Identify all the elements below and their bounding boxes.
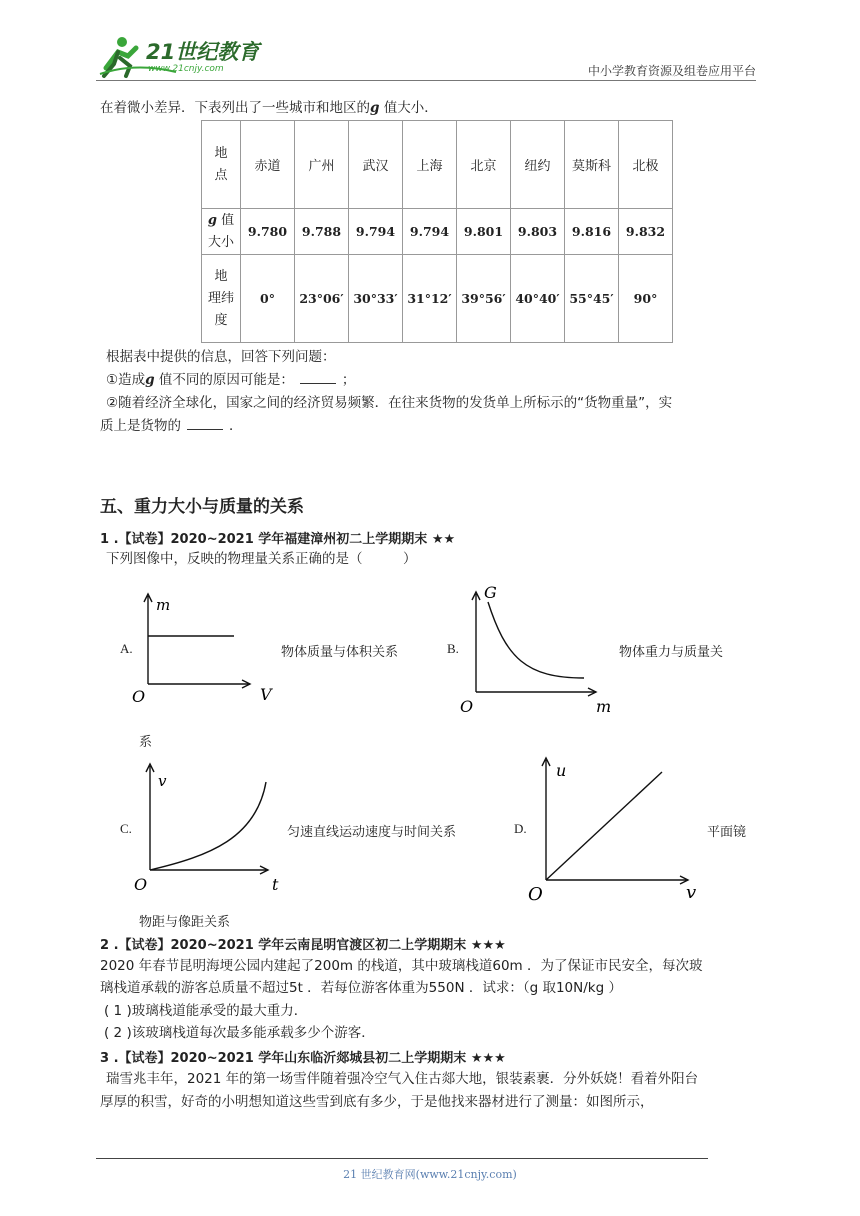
problem-3-title: 3 .【试卷】2020~2021 学年山东临沂郯城县初二上学期期末 ★★★ (100, 1051, 506, 1066)
y-axis-label: G (484, 583, 497, 602)
row-header-g: g 值 大小 (202, 209, 241, 255)
problem-1-question: 下列图像中，反映的物理量关系正确的是（ ） (106, 551, 417, 567)
intro-text-end: 值大小． (379, 100, 438, 116)
g-value-cell: 9.832 (619, 209, 673, 255)
option-b-label[interactable]: B. (447, 641, 459, 656)
intro-text: 在着微小差异．下表列出了一些城市和地区的 (100, 100, 370, 116)
graph-c (130, 758, 290, 898)
logo-title: 21世纪教育 (146, 40, 260, 64)
city-cell: 北京 (457, 121, 511, 209)
intro-line (100, 97, 438, 119)
g-value-cell: 9.794 (403, 209, 457, 255)
footer-divider (96, 1158, 708, 1159)
y-axis-label: u (556, 761, 567, 780)
question-2-line-2: 质上是货物的 ． (100, 415, 243, 437)
option-b-caption-continued: 系 (139, 735, 153, 750)
option-c-caption: 匀速直线运动速度与时间关系 (287, 825, 457, 840)
row-header-latitude: 地 理纬 度 (202, 255, 241, 343)
table-row-latitude (202, 255, 673, 343)
city-cell: 北极 (619, 121, 673, 209)
questions-intro: 根据表中提供的信息，回答下列问题： (106, 349, 336, 365)
y-axis-label: m (156, 596, 171, 614)
graph-a (128, 590, 276, 706)
problem-3-line-1: 瑞雪兆丰年，2021 年的第一场雪伴随着强冷空气入住古郯大地，银装素裹．分外妖娆！看着外阳台 (106, 1071, 699, 1087)
g-value-table (201, 120, 673, 343)
problem-2-title: 2 .【试卷】2020~2021 学年云南昆明官渡区初二上学期期末 ★★★ (100, 938, 506, 953)
option-d-caption-continued: 物距与像距关系 (139, 915, 231, 930)
header-platform-text: 中小学教育资源及组卷应用平台 (587, 64, 756, 78)
x-axis-label: V (260, 685, 272, 704)
problem-1-title: 1 .【试卷】2020~2021 学年福建漳州初二上学期期末 ★★ (100, 532, 456, 547)
g-value-cell: 9.803 (511, 209, 565, 255)
question-2-line-1: ②随着经济全球化，国家之间的经济贸易频繁．在往来货物的发货单上所标示的“货物重量”，实 (106, 395, 673, 411)
y-axis-label: v (158, 772, 167, 790)
latitude-cell: 40°40′ (511, 255, 565, 343)
question-1: ①造成g 值不同的原因可能是： ； (106, 369, 355, 391)
graph-b-curve (488, 602, 584, 678)
origin-label: O (528, 884, 543, 905)
g-value-cell: 9.816 (565, 209, 619, 255)
section-title: 五、重力大小与质量的关系 (100, 497, 304, 517)
problem-2-sub-1: ( 1 )玻璃栈道能承受的最大重力． (104, 1003, 308, 1019)
option-d-label[interactable]: D. (514, 821, 527, 836)
city-cell: 武汉 (349, 121, 403, 209)
graph-d (526, 748, 706, 906)
latitude-cell: 0° (241, 255, 295, 343)
option-d-caption: 平面镜 (707, 825, 747, 840)
city-cell: 赤道 (241, 121, 295, 209)
site-logo (96, 32, 266, 82)
logo-url: www.21cnjy.com (148, 64, 224, 74)
latitude-cell: 23°06′ (295, 255, 349, 343)
latitude-cell: 39°56′ (457, 255, 511, 343)
row-header-location: 地 点 (202, 121, 241, 209)
origin-label: O (132, 687, 146, 706)
table-row-g (202, 209, 673, 255)
city-cell: 莫斯科 (565, 121, 619, 209)
problem-2-sub-2: ( 2 )该玻璃栈道每次最多能承载多少个游客． (104, 1025, 375, 1041)
answer-blank[interactable] (300, 369, 336, 384)
g-value-cell: 9.780 (241, 209, 295, 255)
option-b-caption: 物体重力与质量关 (619, 645, 724, 660)
city-cell: 广州 (295, 121, 349, 209)
option-a-caption: 物体质量与体积关系 (281, 645, 399, 660)
origin-label: O (460, 697, 474, 716)
g-value-cell: 9.788 (295, 209, 349, 255)
problem-2-line-2: 璃栈道承载的游客总质量不超过5t ．若每位游客体重为550N ．试求：（g 取10N/kg ） (100, 980, 622, 996)
problem-2-line-1: 2020 年春节昆明海埂公园内建起了200m 的栈道，其中玻璃栈道60m ．为了保证市民安全，每次玻 (100, 958, 703, 974)
g-value-cell: 9.801 (457, 209, 511, 255)
x-axis-label: t (272, 875, 279, 894)
g-symbol: g (370, 100, 380, 116)
graph-b (456, 578, 616, 718)
city-cell: 上海 (403, 121, 457, 209)
option-a-label[interactable]: A. (120, 641, 133, 656)
latitude-cell: 30°33′ (349, 255, 403, 343)
graph-d-line (546, 772, 662, 880)
latitude-cell: 90° (619, 255, 673, 343)
x-axis-label: v (686, 882, 697, 903)
city-cell: 纽约 (511, 121, 565, 209)
problem-3-line-2: 厚厚的积雪，好奇的小明想知道这些雪到底有多少，于是他找来器材进行了测量：如图所示， (100, 1094, 654, 1110)
table-row-city (202, 121, 673, 209)
footer-link[interactable]: 21 世纪教育网(www.21cnjy.com) (343, 1168, 517, 1181)
origin-label: O (134, 875, 148, 894)
graph-c-curve (150, 782, 266, 870)
answer-blank[interactable] (187, 415, 223, 430)
latitude-cell: 55°45′ (565, 255, 619, 343)
header-divider (96, 80, 756, 81)
x-axis-label: m (596, 697, 612, 716)
option-c-label[interactable]: C. (120, 821, 132, 836)
g-value-cell: 9.794 (349, 209, 403, 255)
latitude-cell: 31°12′ (403, 255, 457, 343)
